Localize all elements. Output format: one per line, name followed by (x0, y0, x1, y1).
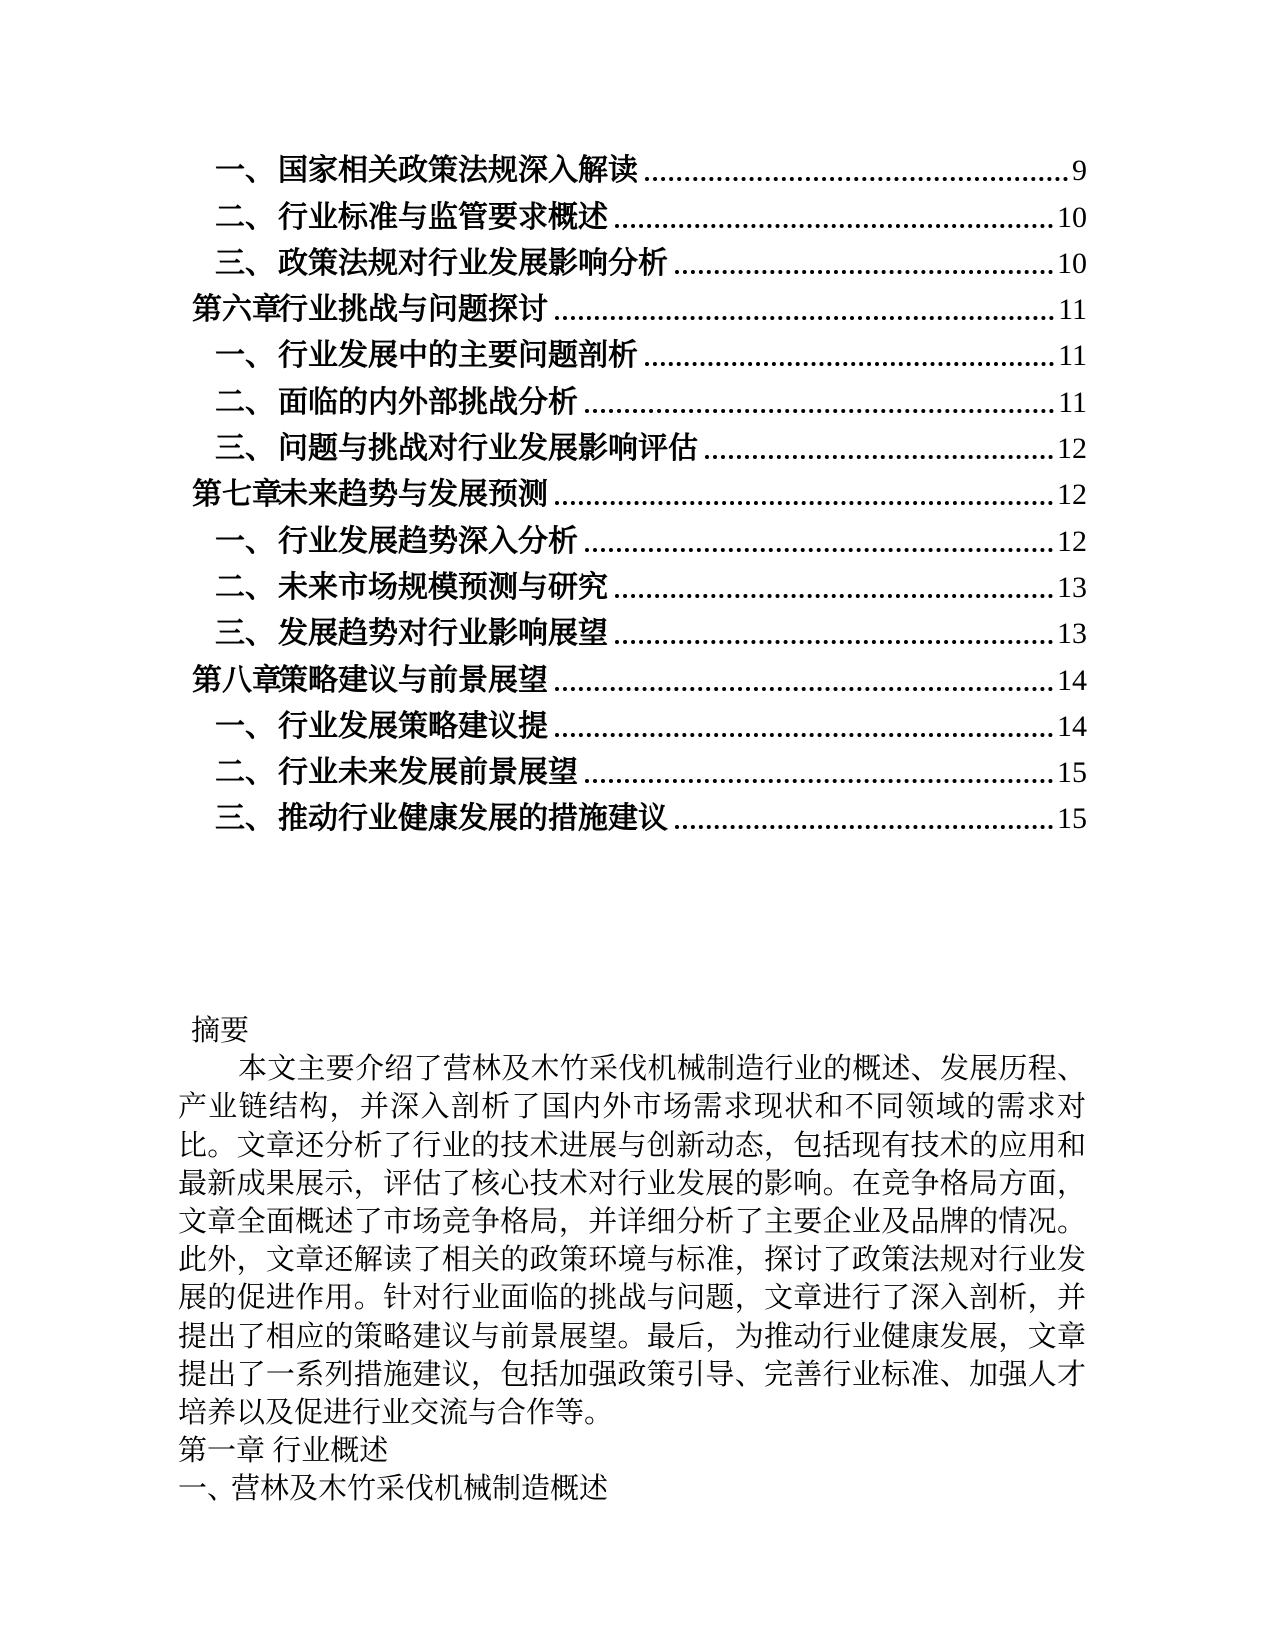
toc-entry-page-number: 9 (1072, 154, 1087, 188)
toc-entry-number: 二、 (215, 199, 275, 235)
toc-entry[interactable] (190, 748, 1087, 794)
table-of-contents (190, 146, 1087, 840)
toc-entry-page-number: 15 (1057, 802, 1087, 836)
toc-entry-page-number: 12 (1057, 432, 1087, 466)
toc-dot-leader (615, 224, 1053, 228)
toc-dot-leader (675, 270, 1053, 274)
toc-entry[interactable] (190, 794, 1087, 840)
toc-entry[interactable] (190, 285, 1087, 331)
toc-entry-title: 政策法规对行业发展影响分析 (278, 245, 668, 281)
toc-dot-leader (555, 687, 1053, 691)
toc-entry-number: 二、 (215, 755, 275, 791)
toc-entry-number: 三、 (215, 245, 275, 281)
toc-entry-page-number: 11 (1058, 339, 1087, 373)
toc-entry-number: 二、 (215, 569, 275, 605)
toc-entry-title: 问题与挑战对行业发展影响评估 (278, 431, 698, 467)
toc-dot-leader (555, 733, 1053, 737)
toc-entry-title: 发展趋势对行业影响展望 (278, 616, 608, 652)
toc-entry-number: 一、 (215, 523, 275, 559)
toc-entry-title: 行业标准与监管要求概述 (278, 199, 608, 235)
toc-entry-title: 行业发展策略建议提 (278, 708, 548, 744)
toc-dot-leader (585, 409, 1054, 413)
toc-entry-title: 行业挑战与问题探讨 (278, 292, 548, 328)
toc-entry[interactable] (190, 516, 1087, 562)
section-one-number: 一、 (178, 1473, 237, 1506)
section-one-heading (178, 1470, 1086, 1508)
toc-entry[interactable] (190, 470, 1087, 516)
toc-entry-page-number: 13 (1057, 617, 1087, 651)
section-one-title: 营林及木竹采伐机械制造概述 (231, 1473, 609, 1506)
toc-entry[interactable] (190, 239, 1087, 285)
toc-entry-title: 行业发展中的主要问题剖析 (278, 338, 638, 374)
toc-entry-title: 未来市场规模预测与研究 (278, 569, 608, 605)
toc-entry-number: 三、 (215, 431, 275, 467)
toc-entry-title: 行业未来发展前景展望 (278, 755, 578, 791)
toc-entry-number: 一、 (215, 153, 275, 189)
toc-entry-number: 第六章 (192, 292, 282, 328)
toc-dot-leader (585, 548, 1053, 552)
toc-dot-leader (555, 316, 1054, 320)
toc-dot-leader (675, 825, 1053, 829)
toc-entry-title: 策略建议与前景展望 (278, 662, 548, 698)
toc-entry[interactable] (190, 702, 1087, 748)
toc-entry-number: 第八章 (192, 662, 282, 698)
chapter-one-heading: 第一章 行业概述 (178, 1435, 389, 1468)
toc-entry[interactable] (190, 192, 1087, 238)
toc-entry-page-number: 14 (1057, 663, 1087, 697)
abstract-heading: 摘要 (191, 1015, 250, 1047)
toc-dot-leader (645, 177, 1068, 181)
toc-dot-leader (555, 501, 1053, 505)
toc-entry-page-number: 15 (1057, 756, 1087, 790)
toc-entry-page-number: 11 (1058, 385, 1087, 419)
toc-dot-leader (615, 594, 1053, 598)
toc-entry-page-number: 12 (1057, 478, 1087, 512)
toc-entry-page-number: 10 (1057, 246, 1087, 280)
toc-entry[interactable] (190, 377, 1087, 423)
abstract-section (178, 1012, 1086, 1509)
toc-entry-page-number: 14 (1057, 709, 1087, 743)
toc-dot-leader (615, 640, 1053, 644)
toc-entry-number: 一、 (215, 338, 275, 374)
toc-entry-number: 三、 (215, 616, 275, 652)
toc-entry-number: 三、 (215, 801, 275, 837)
toc-dot-leader (645, 362, 1054, 366)
toc-entry[interactable] (190, 146, 1087, 192)
toc-entry-title: 推动行业健康发展的措施建议 (278, 801, 668, 837)
toc-entry-page-number: 11 (1058, 293, 1087, 327)
toc-entry-page-number: 13 (1057, 570, 1087, 604)
toc-entry-title: 行业发展趋势深入分析 (278, 523, 578, 559)
toc-entry-page-number: 10 (1057, 200, 1087, 234)
toc-entry[interactable] (190, 331, 1087, 377)
toc-entry-title: 国家相关政策法规深入解读 (278, 153, 638, 189)
abstract-paragraph: 本文主要介绍了营林及木竹采伐机械制造行业的概述、发展历程、产业链结构，并深入剖析了国内外市场需求现状和不同领域的需求对比。文章还分析了行业的技术进展与创新动态，包括现有技术的应用和最新成果展示，评估了核心技术对行业发展的影响。在竞争格局方面，文章全面概述了市场竞争格局，并详细分析了主要企业及品牌的情况。此外，文章还解读了相关的政策环境与标准，探讨了政策法规对行业发展的促进作用。针对行业面临的挑战与问题，文章进行了深入剖析，并提出了相应的策略建议与前景展望。最后，为推动行业健康发展，文章提出了一系列措施建议，包括加强政策引导、完善行业标准、加强人才培养以及促进行业交流与合作等。 (178, 1053, 1086, 1430)
toc-dot-leader (705, 455, 1053, 459)
toc-entry[interactable] (190, 563, 1087, 609)
toc-entry-title: 面临的内外部挑战分析 (278, 384, 578, 420)
toc-entry-number: 一、 (215, 708, 275, 744)
toc-entry[interactable] (190, 424, 1087, 470)
toc-entry[interactable] (190, 609, 1087, 655)
toc-entry-number: 第七章 (192, 477, 282, 513)
toc-entry-number: 二、 (215, 384, 275, 420)
toc-entry-page-number: 12 (1057, 524, 1087, 558)
toc-entry-title: 未来趋势与发展预测 (278, 477, 548, 513)
toc-entry[interactable] (190, 655, 1087, 701)
toc-dot-leader (585, 779, 1053, 783)
